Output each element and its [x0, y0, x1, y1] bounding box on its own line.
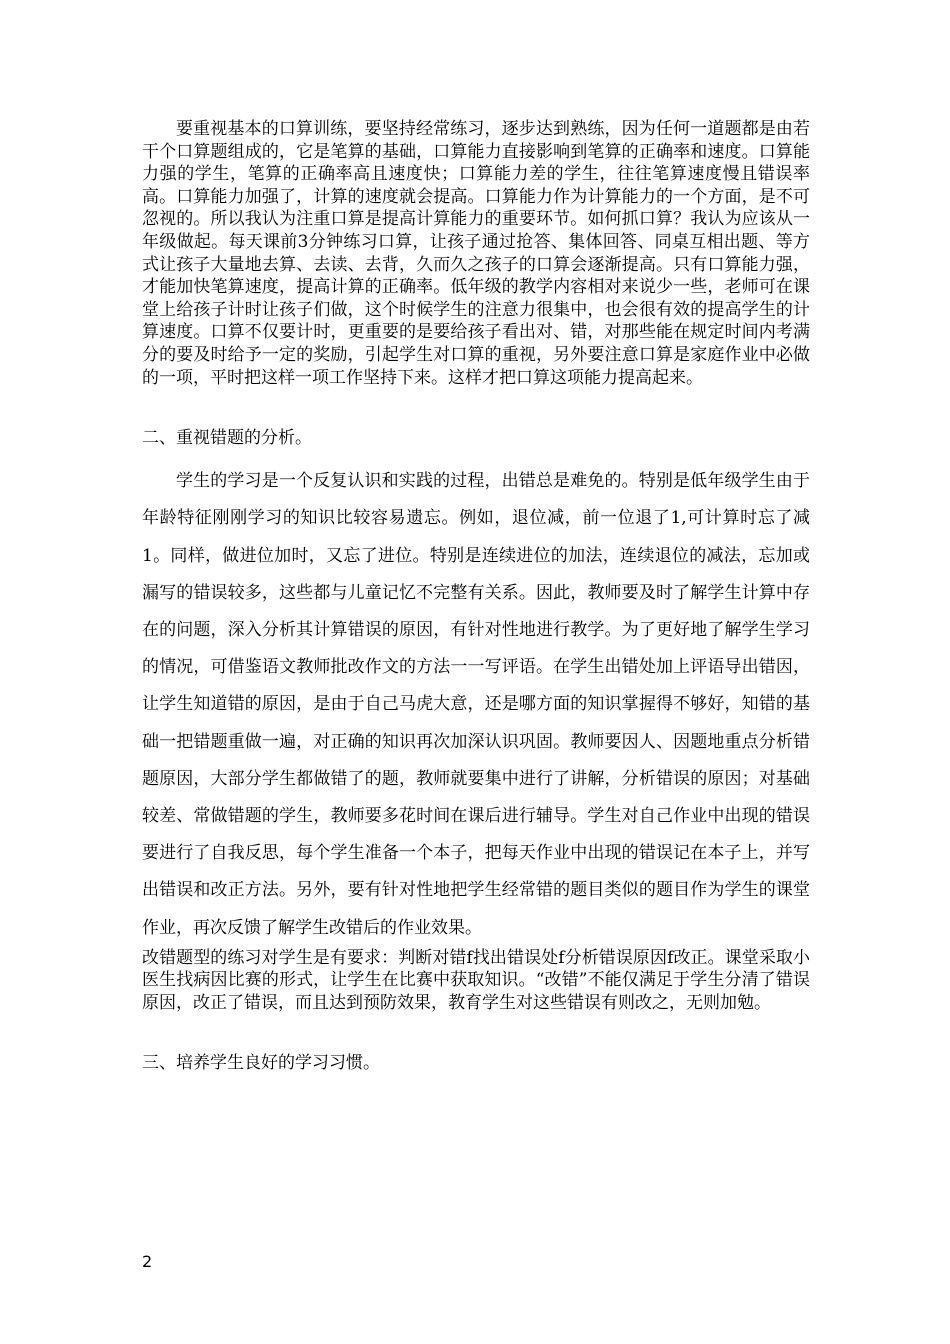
- document-body: [142, 118, 810, 1074]
- section-heading-error-analysis: 二、重视错题的分析。: [142, 428, 312, 449]
- page-number: 2: [142, 1252, 153, 1271]
- paragraph-error-analysis: 学生的学习是一个反复认识和实践的过程，出错总是难免的。特别是低年级学生由于年龄特征刚刚学习的知识比较容易遗忘。例如，退位减，前一位退了1,可计算时忘了减1。同样，做进位加时，又忘了进位。特别是连续进位的加法，连续退位的减法，忘加或漏写的错误较多，这些都与儿童记忆不完整有关系。因此，教师要及时了解学生计算中存在的问题，深入分析其计算错误的原因，有针对性地进行教学。为了更好地了解学生学习的情况，可借鉴语文教师批改作文的方法一一写评语。在学生出错处加上评语导出错因，让学生知道错的原因，是由于自己马虎大意，还是哪方面的知识掌握得不够好，知错的基础一把错题重做一遍，对正确的知识再次加深认识巩固。教师要因人、因题地重点分析错题原因，大部分学生都做错了的题，教师就要集中进行了讲解，分析错误的原因；对基础较差、常做错题的学生，教师要多花时间在课后进行辅导。学生对自己作业中出现的错误要进行了自我反思，每个学生准备一个本子，把每天作业中出现的错误记在本子上，并写出错误和改正方法。另外，要有针对性地把学生经常错的题目类似的题目作为学生的课堂作业，再次反馈了解学生改错后的作业效果。: [142, 471, 810, 938]
- spacer: [142, 449, 810, 463]
- paragraph-error-correction-practice: 改错题型的练习对学生是有要求：判断对错f找出错误处f分析错误原因f改正。课堂采取小医生找病因比赛的形式，让学生在比赛中获取知识。“改错”不能仅满足于学生分清了错误原因，改正了错误，而且达到预防效果，教育学生对这些错误有则改之，无则加勉。: [142, 947, 810, 1013]
- spacer: [142, 389, 810, 427]
- paragraph-oral-calculation: 要重视基本的口算训练，要坚持经常练习，逐步达到熟练，因为任何一道题都是由若干个口算题组成的，它是笔算的基础，口算能力直接影响到笔算的正确率和速度。口算能力强的学生，笔算的正确率高且速度快；口算能力差的学生，往往笔算速度慢且错误率高。口算能力加强了，计算的速度就会提高。口算能力作为计算能力的一个方面，是不可忽视的。所以我认为注重口算是提高计算能力的重要环节。如何抓口算？我认为应该从一年级做起。每天课前3分钟练习口算，让孩子通过抢答、集体回答、同桌互相出题、等方式让孩子大量地去算、去读、去背，久而久之孩子的口算会逐渐提高。只有口算能力强，才能加快笔算速度，提高计算的正确率。低年级的教学内容相对来说少一些，老师可在课堂上给孩子计时让孩子们做，这个时候学生的注意力很集中，也会很有效的提高学生的计算速度。口算不仅要计时，更重要的是要给孩子看出对、错，对那些能在规定时间内考满分的要及时给予一定的奖励，引起学生对口算的重视，另外要注意口算是家庭作业中必做的一项，平时把这样一项工作坚持下来。这样才把口算这项能力提高起来。: [142, 119, 810, 388]
- spacer: [142, 1015, 810, 1052]
- section-heading-study-habits: 三、培养学生良好的学习习惯。: [142, 1052, 380, 1073]
